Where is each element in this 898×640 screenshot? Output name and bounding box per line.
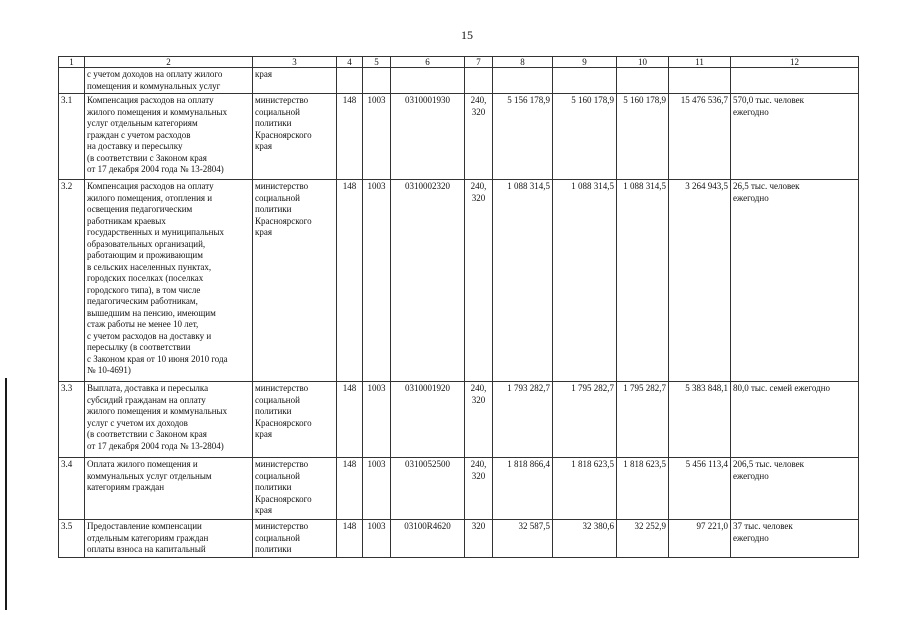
row-col10-cell: 1 088 314,5 <box>617 180 669 382</box>
row-col5-cell: 1003 <box>363 94 391 180</box>
row-col10-cell: 1 818 623,5 <box>617 458 669 520</box>
row-col7-cell: 240, 320 <box>465 382 493 458</box>
row-org-cell: министерство социальной политики Красноярского края <box>253 458 337 520</box>
row-org-cell: министерство социальной политики Красноярского края <box>253 180 337 382</box>
row-number-cell: 3.5 <box>59 520 85 558</box>
row-col12-cell: 80,0 тыс. семей ежегодно <box>731 382 859 458</box>
row-number-cell: 3.1 <box>59 94 85 180</box>
table-row <box>59 458 859 520</box>
row-col12-cell: 570,0 тыс. человек ежегодно <box>731 94 859 180</box>
header-cell: 6 <box>391 57 465 68</box>
page-number: 15 <box>461 28 473 42</box>
row-col9-cell: 1 088 314,5 <box>553 180 617 382</box>
row-org-cell: министерство социальной политики Красноярского края <box>253 382 337 458</box>
header-cell: 9 <box>553 57 617 68</box>
row-col8-cell: 32 587,5 <box>493 520 553 558</box>
table-row <box>59 520 859 558</box>
row-col10-cell: 1 795 282,7 <box>617 382 669 458</box>
row-col4-cell: 148 <box>337 180 363 382</box>
row-col12-cell <box>731 68 859 94</box>
row-col6-cell <box>391 68 465 94</box>
row-col11-cell <box>669 68 731 94</box>
row-col6-cell: 0310001930 <box>391 94 465 180</box>
header-cell: 3 <box>253 57 337 68</box>
row-col10-cell <box>617 68 669 94</box>
row-col5-cell: 1003 <box>363 382 391 458</box>
row-col9-cell: 5 160 178,9 <box>553 94 617 180</box>
row-col4-cell: 148 <box>337 520 363 558</box>
row-name-cell: с учетом доходов на оплату жилого помещения и коммунальных услуг <box>85 68 253 94</box>
table-row <box>59 94 859 180</box>
header-cell: 11 <box>669 57 731 68</box>
table-row <box>59 68 859 94</box>
row-col11-cell: 3 264 943,5 <box>669 180 731 382</box>
row-col7-cell: 240, 320 <box>465 458 493 520</box>
row-col9-cell: 1 795 282,7 <box>553 382 617 458</box>
row-name-cell: Предоставление компенсации отдельным категориям граждан оплаты взноса на капитальный <box>85 520 253 558</box>
row-org-cell: края <box>253 68 337 94</box>
row-col8-cell <box>493 68 553 94</box>
header-cell: 7 <box>465 57 493 68</box>
header-cell: 8 <box>493 57 553 68</box>
row-col4-cell: 148 <box>337 94 363 180</box>
row-col6-cell: 0310001920 <box>391 382 465 458</box>
header-cell: 12 <box>731 57 859 68</box>
row-col6-cell: 03100R4620 <box>391 520 465 558</box>
row-col9-cell: 32 380,6 <box>553 520 617 558</box>
row-org-cell: министерство социальной политики Красноярского края <box>253 94 337 180</box>
row-number-cell: 3.4 <box>59 458 85 520</box>
row-col4-cell: 148 <box>337 382 363 458</box>
row-col8-cell: 1 793 282,7 <box>493 382 553 458</box>
budget-table <box>58 56 859 558</box>
row-col11-cell: 5 456 113,4 <box>669 458 731 520</box>
row-col8-cell: 1 088 314,5 <box>493 180 553 382</box>
row-number-cell: 3.2 <box>59 180 85 382</box>
header-cell: 4 <box>337 57 363 68</box>
table-row <box>59 180 859 382</box>
row-name-cell: Оплата жилого помещения и коммунальных услуг отдельным категориям граждан <box>85 458 253 520</box>
row-col9-cell <box>553 68 617 94</box>
row-col11-cell: 97 221,0 <box>669 520 731 558</box>
header-cell: 1 <box>59 57 85 68</box>
scan-edge-mark <box>5 378 7 610</box>
row-col11-cell: 5 383 848,1 <box>669 382 731 458</box>
row-col10-cell: 5 160 178,9 <box>617 94 669 180</box>
row-col5-cell: 1003 <box>363 458 391 520</box>
row-col6-cell: 0310052500 <box>391 458 465 520</box>
row-name-cell: Компенсация расходов на оплату жилого помещения, отопления и освещения педагогическим работникам краевых государственных и муниципальных образовательных организаций, работающим и проживающим в сельских населенных пунктах, городских поселках (поселках городского типа), в том числе педагогическим работникам, вышедшим на пенсию, имеющим стаж работы не менее 10 лет, с учетом расходов на доставку и пересылку (в соответствии с Законом края от 10 июня 2010 года № 10-4691) <box>85 180 253 382</box>
row-col12-cell: 37 тыс. человек ежегодно <box>731 520 859 558</box>
row-number-cell <box>59 68 85 94</box>
row-col5-cell: 1003 <box>363 180 391 382</box>
header-cell: 5 <box>363 57 391 68</box>
row-name-cell: Выплата, доставка и пересылка субсидий гражданам на оплату жилого помещения и коммунальных услуг с учетом их доходов (в соответствии с Законом края от 17 декабря 2004 года № 13-2804) <box>85 382 253 458</box>
row-col11-cell: 15 476 536,7 <box>669 94 731 180</box>
row-col7-cell <box>465 68 493 94</box>
header-cell: 2 <box>85 57 253 68</box>
row-col5-cell: 1003 <box>363 520 391 558</box>
row-col12-cell: 26,5 тыс. человек ежегодно <box>731 180 859 382</box>
row-col12-cell: 206,5 тыс. человек ежегодно <box>731 458 859 520</box>
row-col8-cell: 5 156 178,9 <box>493 94 553 180</box>
row-org-cell: министерство социальной политики <box>253 520 337 558</box>
row-col9-cell: 1 818 623,5 <box>553 458 617 520</box>
header-cell: 10 <box>617 57 669 68</box>
row-col8-cell: 1 818 866,4 <box>493 458 553 520</box>
row-col7-cell: 240, 320 <box>465 180 493 382</box>
table-row <box>59 382 859 458</box>
header-row <box>59 57 859 68</box>
row-col5-cell <box>363 68 391 94</box>
row-col4-cell: 148 <box>337 458 363 520</box>
row-col7-cell: 320 <box>465 520 493 558</box>
row-name-cell: Компенсация расходов на оплату жилого помещения и коммунальных услуг отдельным категориям граждан с учетом расходов на доставку и пересылку (в соответствии с Законом края от 17 декабря 2004 года № 13-2804) <box>85 94 253 180</box>
row-col4-cell <box>337 68 363 94</box>
row-col10-cell: 32 252,9 <box>617 520 669 558</box>
row-col6-cell: 0310002320 <box>391 180 465 382</box>
row-col7-cell: 240, 320 <box>465 94 493 180</box>
row-number-cell: 3.3 <box>59 382 85 458</box>
